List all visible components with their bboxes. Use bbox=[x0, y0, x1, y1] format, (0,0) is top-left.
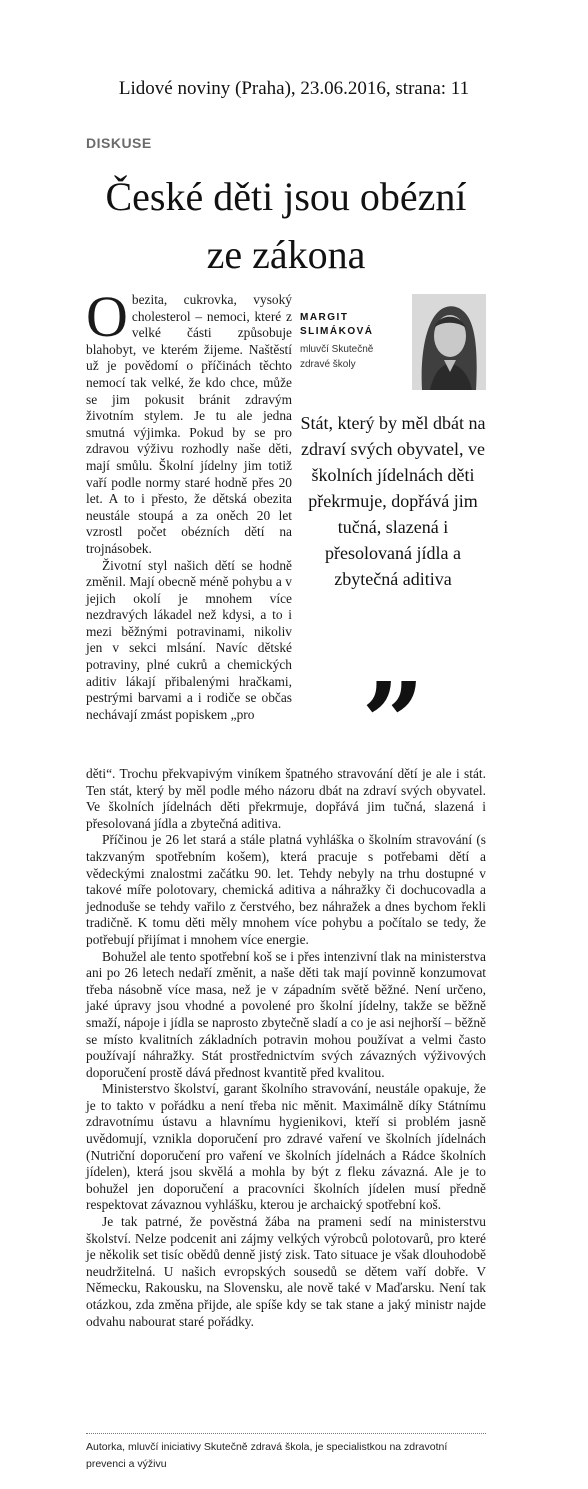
source-line: Lidové noviny (Praha), 23.06.2016, strana: 11 bbox=[118, 78, 470, 99]
article-paragraph-3: Příčinou je 26 let stará a stále platná vyhláška o školním stravování (s takzvaným spotřebním košem), která pracuje s potřebami dětí a vědeckými znalostmi začátku 90. let. Tehdy nebyly na trhu dostupné v takové míře polotovary, chemická aditiva a náhražky či dochucovadla a jednoduše se tehdy vařilo z čerstvého, bez náhražek a dnes bychom řekli tradičně. K tomu děti měly mnohem více pohybu a počítalo se tedy, že potřebují přijímat i mnohem více energie. bbox=[86, 832, 486, 947]
article-paragraph-5: Ministerstvo školství, garant školního stravování, neustále opakuje, že je to takto v pořádku a není třeba nic měnit. Maximálně díky Státnímu zdravotnímu ústavu a hlavnímu hygienikovi, kteří si problém jasně uvědomují, vznikla doporučení pro zdravé vaření ve školních jídelnách (Nutriční doporučení pro vaření ve školních jídelnách a Rádce školních jídelen), která jsou skvělá a mohla by být z fleku závazná. Ale je to bohužel jen doporučení a pracovníci školních jídelen musí předně respektovat závaznou vyhlášku, kterou je archaický spotřební koš. bbox=[86, 1081, 486, 1213]
article-paragraph-4: Bohužel ale tento spotřební koš se i přes intenzivní tlak na ministerstva ani po 26 letech nedaří změnit, a naše děti tak mají povinně konzumovat třeba násobně více masa, než je v západním světě běžné. Není určeno, jaké úpravy jsou vhodné a povolené pro školní jídelny, takže se běžně smaží, nápoje i jídla se naprosto zbytečně sladí a co je asi nejhorší – běžně se místo kvalitních základních potravin mohou používat a velmi často používají náhražky. Stát prostřednictvím svých závazných výživových doporučení prostě dává přednost kvantitě před kvalitou. bbox=[86, 948, 486, 1080]
article-paragraph-2-end: děti“. Trochu překvapivým viníkem špatného stravování dětí je ale i stát. Ten stát, který by měl podle mého názoru dbát na zdraví svých obyvatel. Ve školních jídelnách děti překrmuje, dopřává jim tučná, slazená i přesolovaná jídla a zbytečná aditiva. bbox=[86, 766, 486, 831]
section-label: DISKUSE bbox=[86, 135, 152, 151]
footer-divider bbox=[86, 1433, 486, 1434]
author-last-name: SLIMÁKOVÁ bbox=[300, 326, 374, 337]
pull-quote: Stát, který by měl dbát na zdraví svých obyvatel, ve školních jídelnách děti překrmuje, dopřává jim tučná, slazená i přesolovaná jídla a zbytečná aditiva bbox=[300, 413, 486, 589]
drop-cap: O bbox=[86, 284, 128, 349]
article-paragraph-6: Je tak patrné, že pověstná žába na prameni sedí na ministerstvu školství. Nelze podcenit ani zájmy velkých výrobců polotovarů, pro které je několik set tisíc obědů denně jistý zisk. Tato situace je však dlouhodobě neudržitelná. U našich evropských sousedů se dětem vaří dobře. V Německu, Rakousku, na Slovensku, ale nově také v Maďarsku. Není tak otázkou, zda změna přijde, ale spíše kdy se tak stane a jaký ministr najde odvahu nabourat staré pořádky. bbox=[86, 1214, 486, 1329]
author-box bbox=[300, 294, 486, 390]
paragraph-text: bezita, cukrovka, vysoký cholesterol – nemoci, které z velké části způsobuje blahobyt, ve kterém žijeme. Naštěstí už je povědomí o příčinách těchto nemocí tak velké, že kdo chce, může se jim pokusit bránit zdravým životním stylem. Je tu ale jedna smutná výjimka. Pokud by se pro zdravou výživu rozhodly naše děti, mají smůlu. Školní jídelny jim totiž vaří podle normy staré hodně přes 20 let. A to i přesto, že dětská obezita neustále stoupá a za oněch 20 let vzrostl počet obézních dětí na trojnásobek. bbox=[86, 292, 292, 556]
author-photo bbox=[412, 294, 486, 390]
author-role: mluvčí Skutečně zdravé školy bbox=[300, 344, 374, 370]
author-first-name: MARGIT bbox=[300, 312, 349, 323]
article-paragraph-2-start: Životní styl našich dětí se hodně změnil. Mají obecně méně pohybu a v jejich okolí je mnohem více nezdravých lákadel než kdysi, a to i mezi běžnými potravinami, nikoliv jen v sekci mlsání. Navíc dětské potraviny, plné cukrů a chemických aditiv lákají přibalenými hračkami, pestrými barvami a i rodiče se občas nechávají zmást popiskem „pro bbox=[86, 557, 292, 722]
headline: České děti jsou obézní ze zákona bbox=[105, 174, 467, 277]
author-footnote: Autorka, mluvčí iniciativy Skutečně zdravá škola, je specialistkou na zdravotní prevenci a výživu bbox=[86, 1441, 448, 1470]
quote-mark-icon: ” bbox=[361, 658, 425, 787]
article-paragraph-1 bbox=[86, 284, 292, 558]
article-column-top bbox=[86, 284, 292, 723]
article-column-full bbox=[86, 766, 486, 1330]
